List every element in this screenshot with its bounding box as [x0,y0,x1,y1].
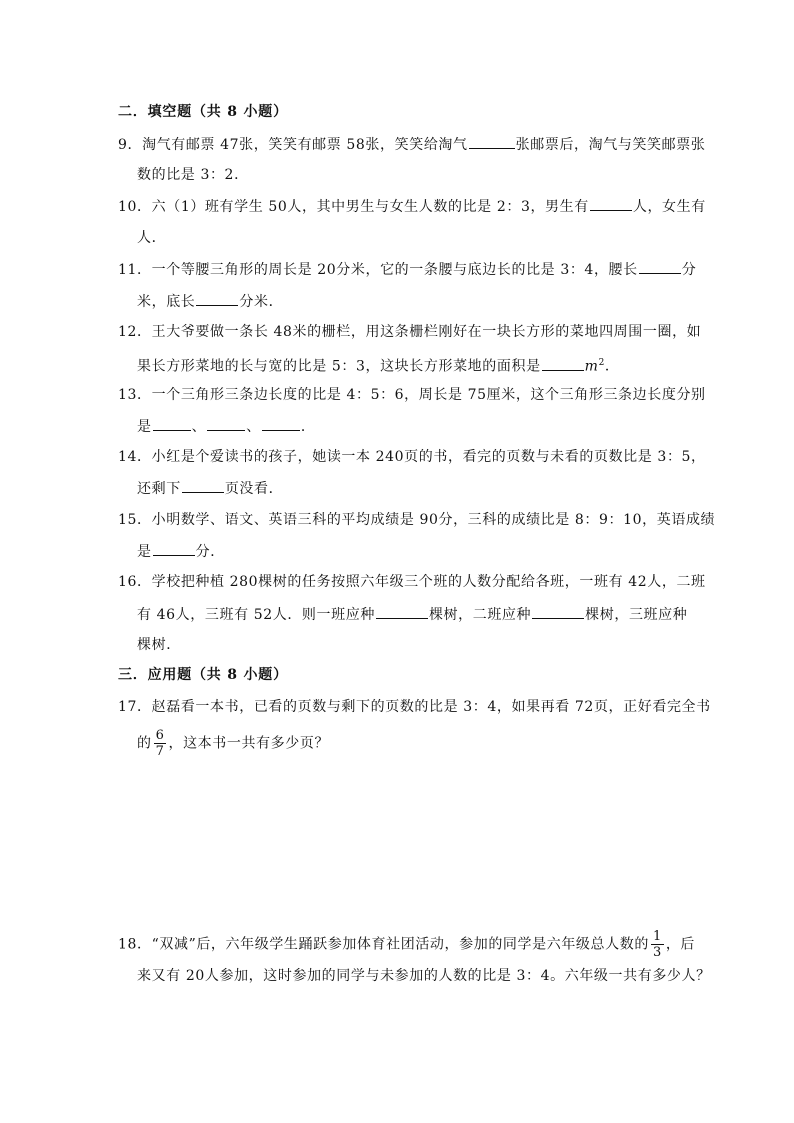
question-11-line-1: 11．一个等腰三角形的周长是 20分米，它的一条腰与底边长的比是 3：4，腰长 分 [118,262,697,278]
answer-blank[interactable] [182,479,224,493]
question-12-line-1: 12．王大爷要做一条长 48米的栅栏，用这条栅栏刚好在一块长方形的菜地四周围一圈，如 [118,324,702,340]
answer-blank[interactable] [376,605,428,619]
question-13-line-2: 是 、 、 ． [137,419,316,435]
answer-blank[interactable] [262,417,300,431]
answer-blank[interactable] [590,197,632,211]
question-9-line-2: 数的比是 3：2． [137,167,249,183]
question-16-line-2: 有 46人，三班有 52人．则一班应种 棵树，二班应种 棵树，三班应种 [137,607,688,623]
fraction: $\frac{1}{3}$ [652,929,662,960]
fraction: $\frac{6}{7}$ [155,728,165,759]
question-12-line-2: 果长方形菜地的长与宽的比是 5：3，这块长方形菜地的面积是 $m^2$． [137,358,620,375]
section-2-heading: 二．填空题（共 8 小题） [118,104,288,120]
answer-blank[interactable] [639,260,681,274]
question-15-line-1: 15．小明数学、语文、英语三科的平均成绩是 90分，三科的成绩比是 8：9：10，英语成绩 [118,512,716,528]
question-18-line-1: 18．“双减”后，六年级学生踊跃参加体育社团活动，参加的同学是六年级总人数的 $\frac{1}{3}$ ，后 [118,929,696,960]
question-9-line-1: 9．淘气有邮票 47张，笑笑有邮票 58张，笑笑给淘气 张邮票后，淘气与笑笑邮票张 [118,137,706,153]
question-10-line-2: 人． [137,230,167,246]
question-13-line-1: 13．一个三角形三条边长度的比是 4：5：6，周长是 75厘米，这个三角形三条边长度分别 [118,387,706,403]
question-16-line-1: 16．学校把种植 280棵树的任务按照六年级三个班的人数分配给各班，一班有 42人，二班 [118,574,706,590]
question-14-line-1: 14．小红是个爱读书的孩子，她读一本 240页的书，看完的页数与未看的页数比是 3：5， [118,449,706,465]
answer-blank[interactable] [542,357,584,371]
answer-blank[interactable] [207,417,245,431]
answer-blank[interactable] [469,135,515,149]
question-11-line-2: 米，底长 分米． [137,294,284,310]
question-14-line-2: 还剩下 页没看． [137,481,284,497]
section-3-heading: 三．应用题（共 8 小题） [118,667,288,683]
question-16-line-3: 棵树． [137,637,181,653]
question-17-line-2: 的 $\frac{6}{7}$ ，这本书一共有多少页？ [137,728,330,759]
question-15-line-2: 是 分． [137,544,225,560]
answer-blank[interactable] [196,292,238,306]
question-10-line-1: 10．六（1）班有学生 50人，其中男生与女生人数的比是 2：3，男生有 人，女生有 [118,199,706,215]
answer-blank[interactable] [153,417,191,431]
answer-blank[interactable] [532,605,584,619]
answer-blank[interactable] [153,542,195,556]
question-17-line-1: 17．赵磊看一本书，已看的页数与剩下的页数的比是 3：4，如果再看 72页，正好看完全书 [118,699,711,715]
question-18-line-2: 来又有 20人参加，这时参加的同学与未参加的人数的比是 3：4。六年级一共有多少人？ [137,968,711,984]
